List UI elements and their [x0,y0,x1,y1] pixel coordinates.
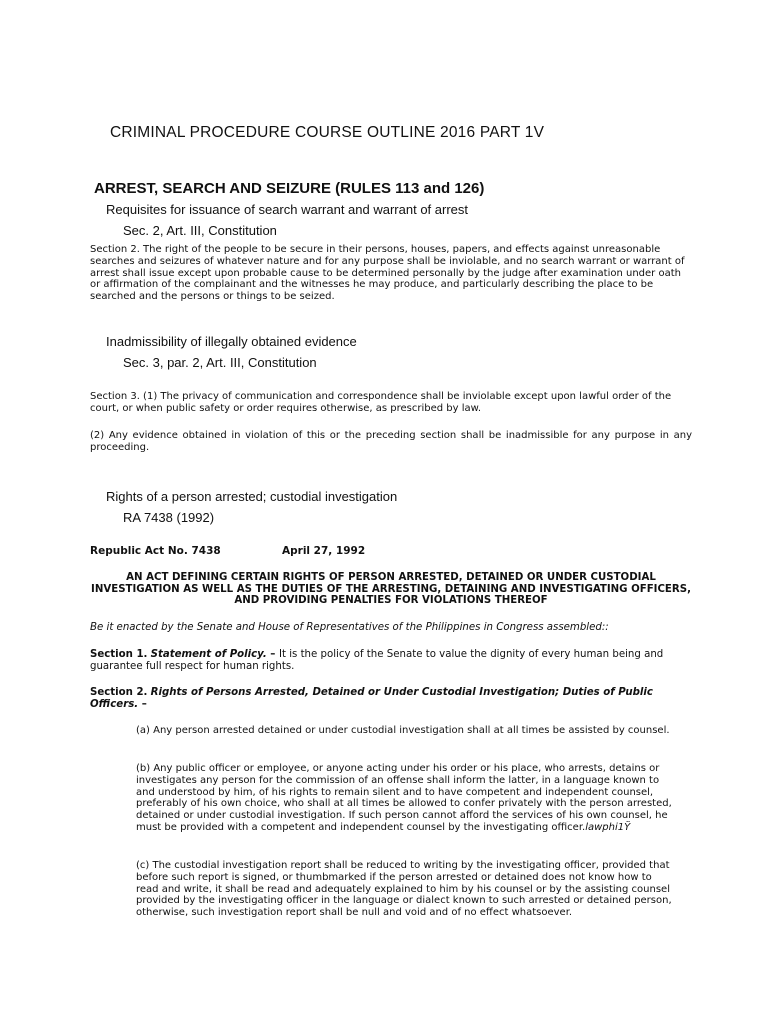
act-section-2-number: Section 2. [90,687,148,698]
topic-label-requisites: Requisites for issuance of search warrant and warrant of arrest [106,202,469,217]
constitution-section-2-text: Section 2. The right of the people to be secure in their persons, houses, papers, and effects against unreasonable searches and seizures of whatever nature and for any purpose shall be inviolable, and no search warrant or warrant of arrest shall issue except upon probable cause to be determined personally by the judge after examination under oath or affirmation of the complainant and the witnesses he may produce, and particularly describing the place to be searched and the persons or things to be seized. [90,244,685,303]
act-paragraph-a: (a) Any person arrested detained or under custodial investigation shall at all times be assisted by counsel. [136,725,670,736]
act-paragraph-b [136,763,676,834]
topic-label-inadmissibility: Inadmissibility of illegally obtained evidence [106,334,357,349]
topic-reference-sec2: Sec. 2, Art. III, Constitution [123,223,277,238]
act-section-2 [90,687,690,711]
act-section-1-dash: – [266,649,279,660]
document-title: CRIMINAL PROCEDURE COURSE OUTLINE 2016 PART 1V [110,124,545,141]
topic-label-rights: Rights of a person arrested; custodial investigation [106,489,398,504]
section-heading: ARREST, SEARCH AND SEIZURE (RULES 113 and 126) [94,180,485,197]
constitution-section-3-para-1: Section 3. (1) The privacy of communication and correspondence shall be inviolable except upon lawful order of the court, or when public safety or order requires otherwise, as prescribed by law. [90,391,672,414]
act-section-1 [90,649,690,673]
act-number: Republic Act No. 7438 [90,545,221,557]
enacting-clause: Be it enacted by the Senate and House of Representatives of the Philippines in Congress assembled:: [90,622,609,633]
constitution-section-3-para-2: (2) Any evidence obtained in violation of this or the preceding section shall be inadmissible for any purpose in any proceeding. [90,430,692,453]
act-date: April 27, 1992 [282,545,366,557]
act-section-2-heading: Rights of Persons Arrested, Detained or Under Custodial Investigation; Duties of Public Officers. [90,687,653,710]
act-section-1-heading: Statement of Policy. [150,649,267,660]
act-title: AN ACT DEFINING CERTAIN RIGHTS OF PERSON ARRESTED, DETAINED OR UNDER CUSTODIAL INVESTIGATION AS WELL AS THE DUTIES OF THE ARRESTING, DETAINING AND INVESTIGATING OFFICERS, AND PROVIDING PENALTIES FOR VIOLATIONS THEREOF [91,572,691,607]
act-paragraph-c: (c) The custodial investigation report shall be reduced to writing by the investigating officer, provided that before such report is signed, or thumbmarked if the person arrested or detained does not know how to read and write, it shall be read and adequately explained to him by his counsel or by the assisting counsel provided by the investigating officer in the language or dialect known to such arrested or detained person, otherwise, such investigation report shall be null and void and of no effect whatsoever. [136,860,672,919]
act-section-1-text: It is the policy of the Senate to value the dignity of every human being and guarantee full respect for human rights. [90,649,664,672]
act-paragraph-b-tail: lawphi1Ÿ [585,821,631,833]
act-paragraph-b-text: (b) Any public officer or employee, or anyone acting under his order or his place, who arrests, detains or investigates any person for the commission of an offense shall inform the latter, in a language known to and understood by him, of his rights to remain silent and to have competent and independent counsel, preferably of his own choice, who shall at all times be allowed to confer privately with the person arrested, detained or under custodial investigation. If such person cannot afford the services of his own counsel, he must be provided with a competent and independent counsel by the investigating officer. [136,763,672,833]
act-section-1-number: Section 1. [90,649,148,660]
act-section-2-dash: – [138,698,147,710]
topic-reference-ra: RA 7438 (1992) [123,510,215,525]
topic-reference-sec3: Sec. 3, par. 2, Art. III, Constitution [123,355,317,370]
